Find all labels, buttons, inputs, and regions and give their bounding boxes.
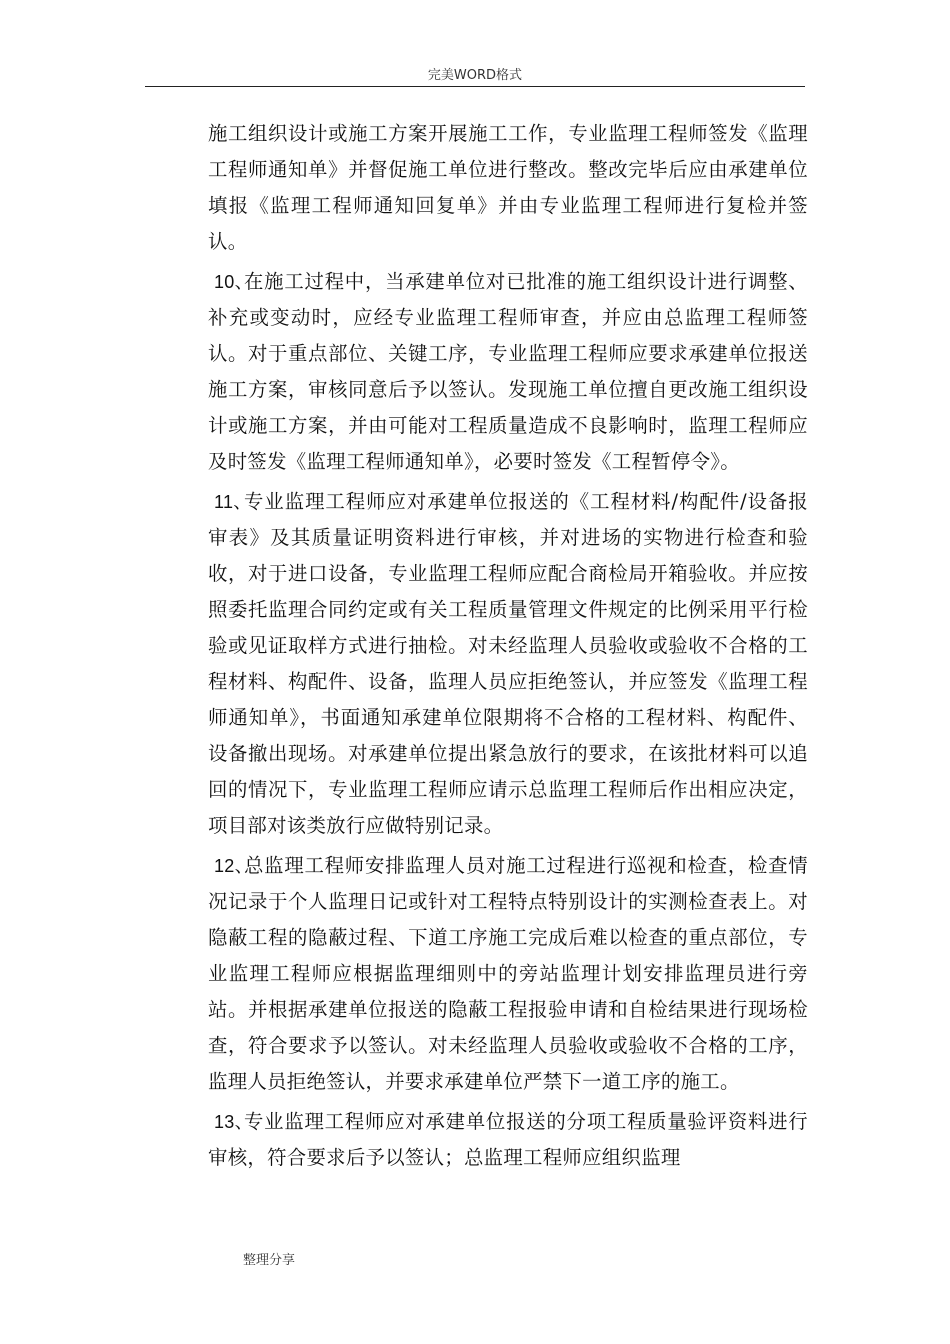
item-number: 11、: [214, 492, 252, 512]
paragraph-text: 专业监理工程师应对承建单位报送的分项工程质量验评资料进行审核，符合要求后予以签认；总监理工程师应组织监理: [208, 1110, 808, 1169]
page-header: 完美WORD格式: [427, 68, 523, 83]
paragraph-text: 在施工过程中，当承建单位对已批准的施工组织设计进行调整、补充或变动时，应经专业监理工程师审查，并应由总监理工程师签认。对于重点部位、关键工序，专业监理工程师应要求承建单位报送施工方案，审核同意后予以签认。发现施工单位擅自更改施工组织设计或施工方案，并由可能对工程质量造成不良影响时，监理工程师应及时签发《监理工程师通知单》，必要时签发《工程暂停令》。: [208, 270, 808, 473]
document-body: [0, 116, 950, 1176]
paragraph-item-11: [0, 484, 808, 844]
paragraph-item-13: [0, 1104, 808, 1176]
paragraph-continued: [0, 116, 808, 260]
item-number: 12、: [214, 856, 253, 876]
paragraph-text: 总监理工程师安排监理人员对施工过程进行巡视和检查，检查情况记录于个人监理日记或针对工程特点特别设计的实测检查表上。对隐蔽工程的隐蔽过程、下道工序施工完成后难以检查的重点部位，专业监理工程师应根据监理细则中的旁站监理计划安排监理员进行旁站。并根据承建单位报送的隐蔽工程报验申请和自检结果进行现场检查，符合要求予以签认。对未经监理人员验收或验收不合格的工序，监理人员拒绝签认，并要求承建单位严禁下一道工序的施工。: [208, 854, 808, 1093]
item-number: 13、: [214, 1112, 253, 1132]
paragraph-item-12: [0, 848, 808, 1100]
page-footer: 整理分享: [243, 1253, 296, 1268]
paragraph-text: 施工组织设计或施工方案开展施工工作，专业监理工程师签发《监理工程师通知单》并督促施工单位进行整改。整改完毕后应由承建单位填报《监理工程师通知回复单》并由专业监理工程师进行复检并签认。: [208, 122, 808, 253]
header-divider: [145, 86, 805, 87]
paragraph-text: 专业监理工程师应对承建单位报送的《工程材料/构配件/设备报审表》及其质量证明资料进行审核，并对进场的实物进行检查和验收，对于进口设备，专业监理工程师应配合商检局开箱验收。并应按照委托监理合同约定或有关工程质量管理文件规定的比例采用平行检验或见证取样方式进行抽检。对未经监理人员验收或验收不合格的工程材料、构配件、设备，监理人员应拒绝签认，并应签发《监理工程师通知单》，书面通知承建单位限期将不合格的工程材料、构配件、设备撤出现场。对承建单位提出紧急放行的要求，在该批材料可以追回的情况下，专业监理工程师应请示总监理工程师后作出相应决定，项目部对该类放行应做特别记录。: [208, 490, 808, 837]
item-number: 10、: [214, 272, 253, 292]
paragraph-item-10: [0, 264, 808, 480]
